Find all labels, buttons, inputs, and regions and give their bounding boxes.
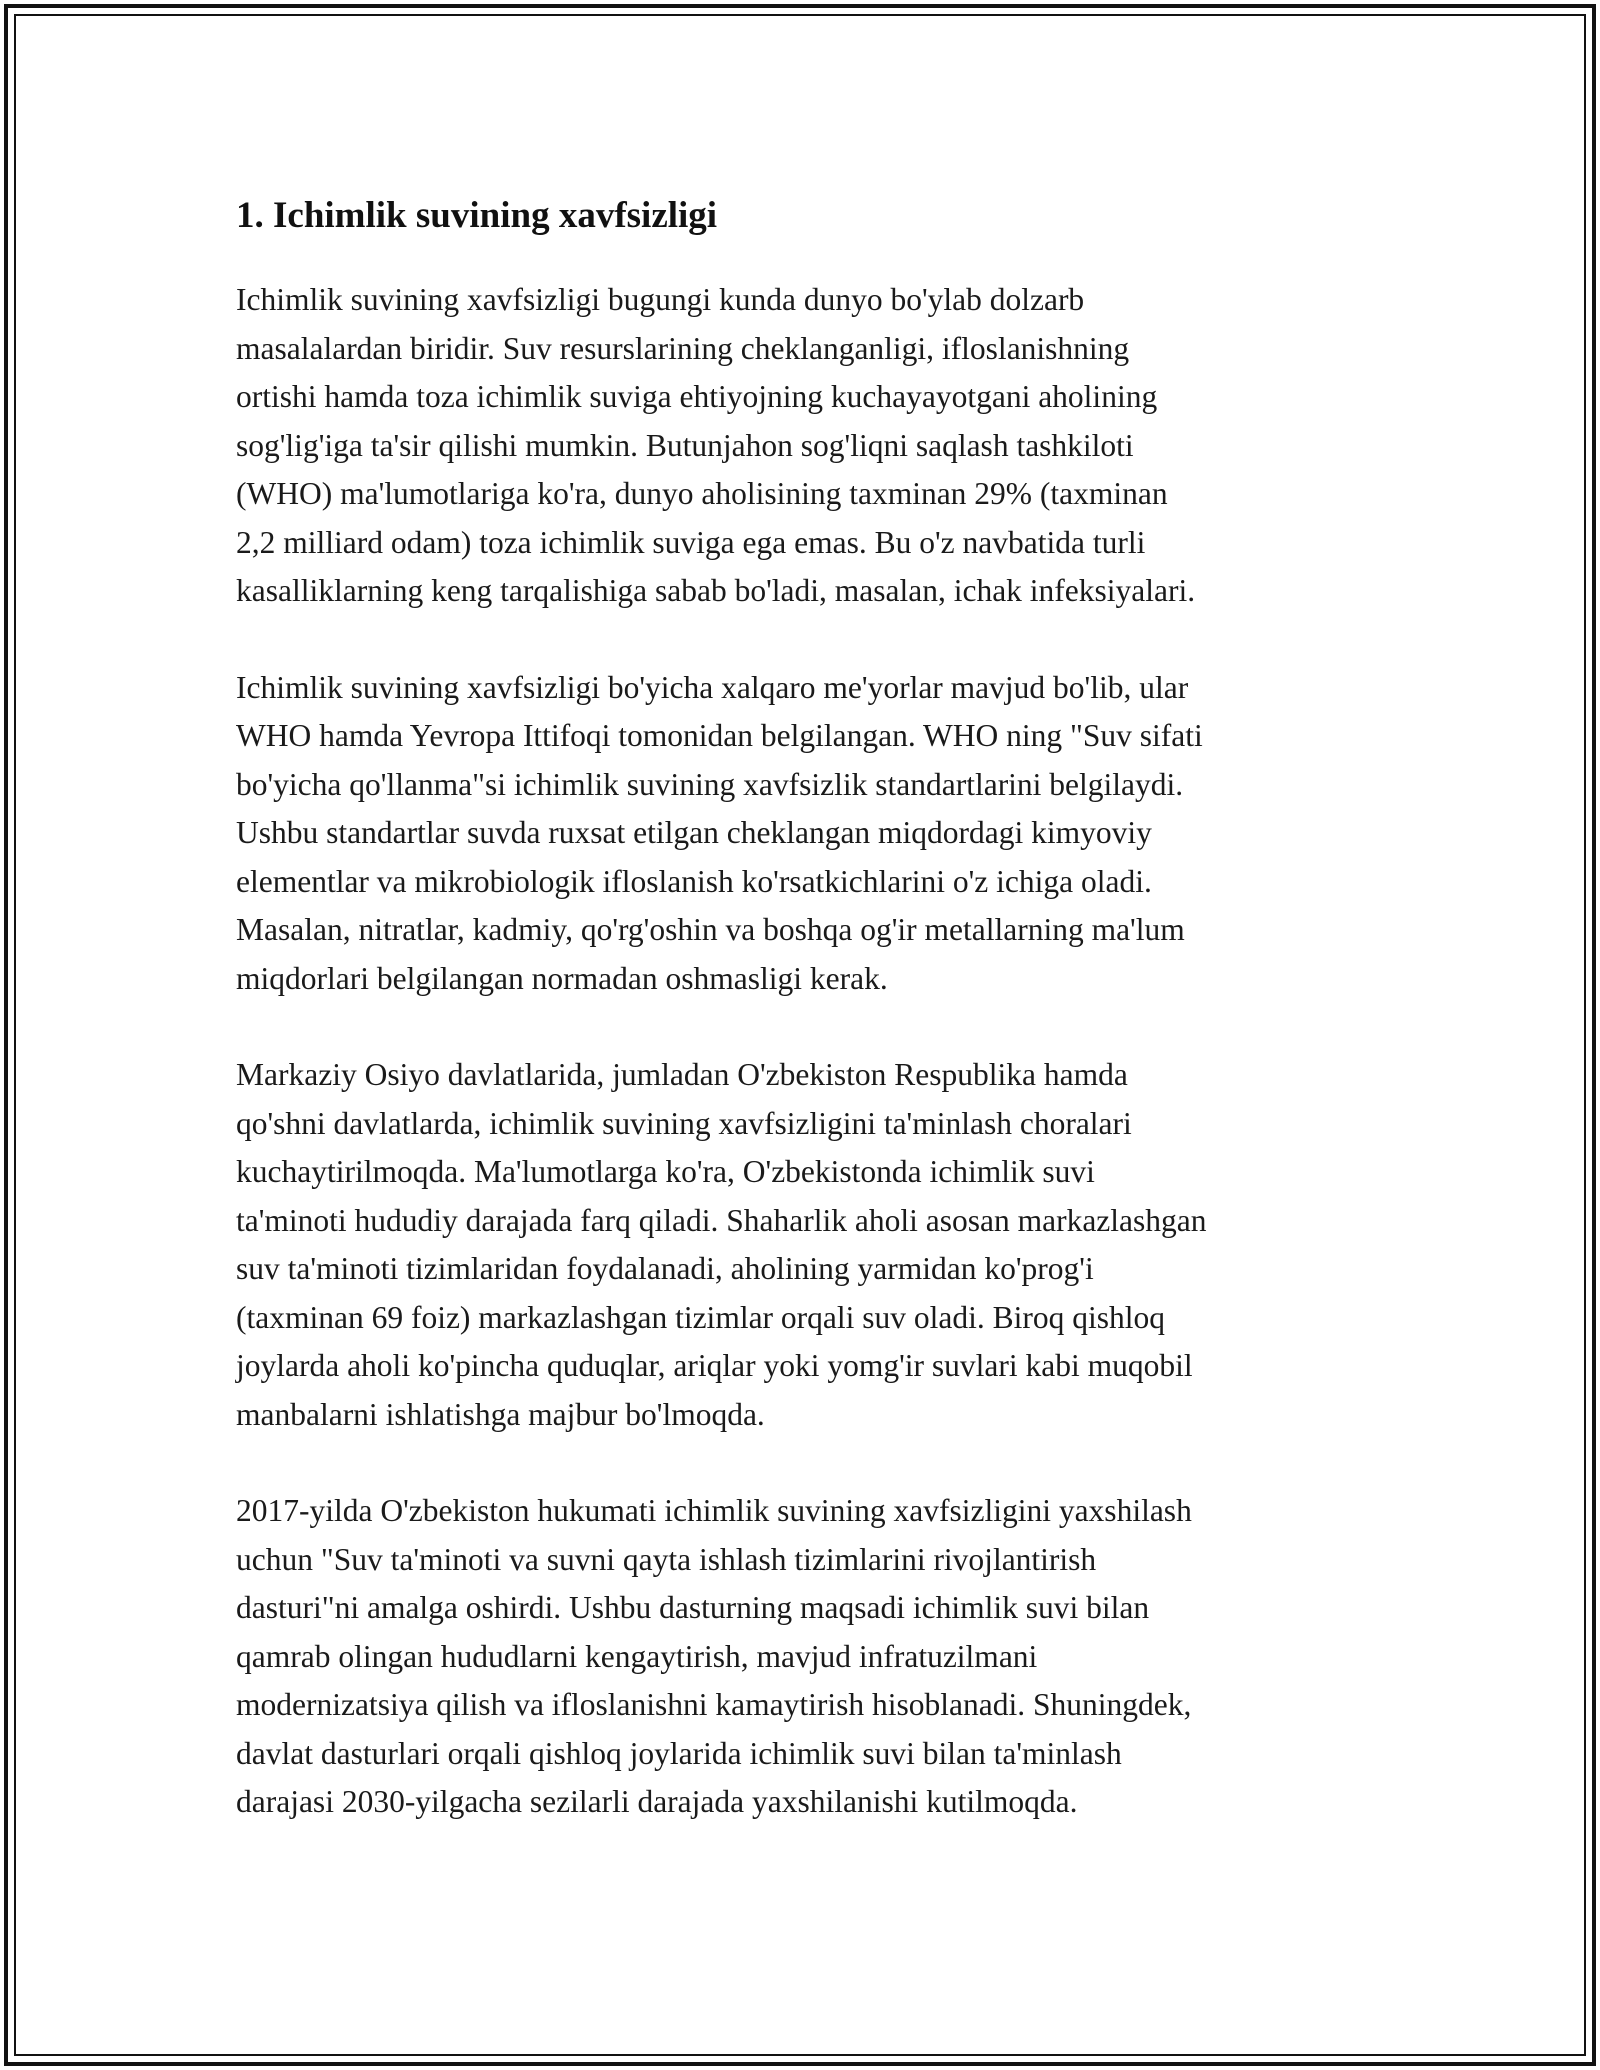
paragraph-line: bo'yicha qo'llanma"si ichimlik suvining xavfsizlik standartlarini belgilaydi. [236, 766, 1184, 802]
paragraph-line: darajasi 2030-yilgacha sezilarli darajada yaxshilanishi kutilmoqda. [236, 1784, 1078, 1819]
paragraph-line: masalalardan biridir. Suv resurslarining cheklanganligi, ifloslanishning [236, 330, 1130, 366]
paragraph-3 [236, 1051, 1396, 1439]
paragraph-1 [236, 276, 1396, 616]
paragraph-line: miqdorlari belgilangan normadan oshmasligi kerak. [236, 960, 888, 996]
section-title: 1. Ichimlik suvining xavfsizligi [236, 195, 718, 236]
paragraph-line: (WHO) ma'lumotlariga ko'ra, dunyo aholisining taxminan 29% (taxminan [236, 476, 1168, 511]
paragraph-line: uchun "Suv ta'minoti va suvni qayta ishlash tizimlarini rivojlantirish [236, 1541, 1097, 1577]
paragraph-line: qamrab olingan hududlarni kengaytirish, mavjud infratuzilmani [236, 1638, 1038, 1674]
paragraph-line: modernizatsiya qilish va ifloslanishni kamaytirish hisoblanadi. Shuningdek, [236, 1687, 1192, 1722]
paragraph-line: ortishi hamda toza ichimlik suviga ehtiyojning kuchayayotgani aholining [236, 379, 1158, 414]
paragraph-line: dasturi"ni amalga oshirdi. Ushbu dasturning maqsadi ichimlik suvi bilan [236, 1590, 1150, 1625]
paragraph-line: davlat dasturlari orqali qishloq joylarida ichimlik suvi bilan ta'minlash [236, 1735, 1122, 1771]
paragraph-line: WHO hamda Yevropa Ittifoqi tomonidan belgilangan. WHO ning "Suv sifati [236, 718, 1203, 753]
paragraph-line: joylarda aholi ko'pincha quduqlar, ariqlar yoki yomg'ir suvlari kabi muqobil [236, 1348, 1193, 1383]
paragraph-line: 2,2 milliard odam) toza ichimlik suviga ega emas. Bu o'z navbatida turli [236, 524, 1146, 560]
paragraph-line: kasalliklarning keng tarqalishiga sabab bo'ladi, masalan, ichak infeksiyalari. [236, 573, 1196, 608]
paragraph-line: ta'minoti hududiy darajada farq qiladi. Shaharlik aholi asosan markazlashgan [236, 1202, 1207, 1238]
document-body [236, 186, 1396, 1875]
paragraph-line: Ichimlik suvining xavfsizligi bo'yicha xalqaro me'yorlar mavjud bo'lib, ular [236, 669, 1189, 705]
paragraph-line: qo'shni davlatlarda, ichimlik suvining xavfsizligini ta'minlash choralari [236, 1105, 1132, 1141]
paragraph-line: suv ta'minoti tizimlaridan foydalanadi, aholining yarmidan ko'prog'i [236, 1251, 1094, 1286]
paragraph-line: Masalan, nitratlar, kadmiy, qo'rg'oshin va boshqa og'ir metallarning ma'lum [236, 912, 1185, 947]
paragraph-line: kuchaytirilmoqda. Ma'lumotlarga ko'ra, O'zbekistonda ichimlik suvi [236, 1154, 1095, 1189]
paragraph-2 [236, 664, 1396, 1004]
paragraph-line: Ichimlik suvining xavfsizligi bugungi kunda dunyo bo'ylab dolzarb [236, 282, 1085, 317]
paragraph-line: sog'lig'iga ta'sir qilishi mumkin. Butunjahon sog'liqni saqlash tashkiloti [236, 427, 1134, 463]
paragraph-line: Ushbu standartlar suvda ruxsat etilgan cheklangan miqdordagi kimyoviy [236, 815, 1152, 850]
paragraph-line: Markaziy Osiyo davlatlarida, jumladan O'zbekiston Respublika hamda [236, 1057, 1128, 1092]
paragraph-line: manbalarni ishlatishga majbur bo'lmoqda. [236, 1396, 765, 1432]
paragraph-line: 2017-yilda O'zbekiston hukumati ichimlik suvining xavfsizligini yaxshilash [236, 1493, 1192, 1528]
paragraph-line: (taxminan 69 foiz) markazlashgan tizimlar orqali suv oladi. Biroq qishloq [236, 1299, 1166, 1335]
paragraph-line: elementlar va mikrobiologik ifloslanish ko'rsatkichlarini o'z ichiga oladi. [236, 863, 1152, 899]
paragraph-4 [236, 1487, 1396, 1827]
